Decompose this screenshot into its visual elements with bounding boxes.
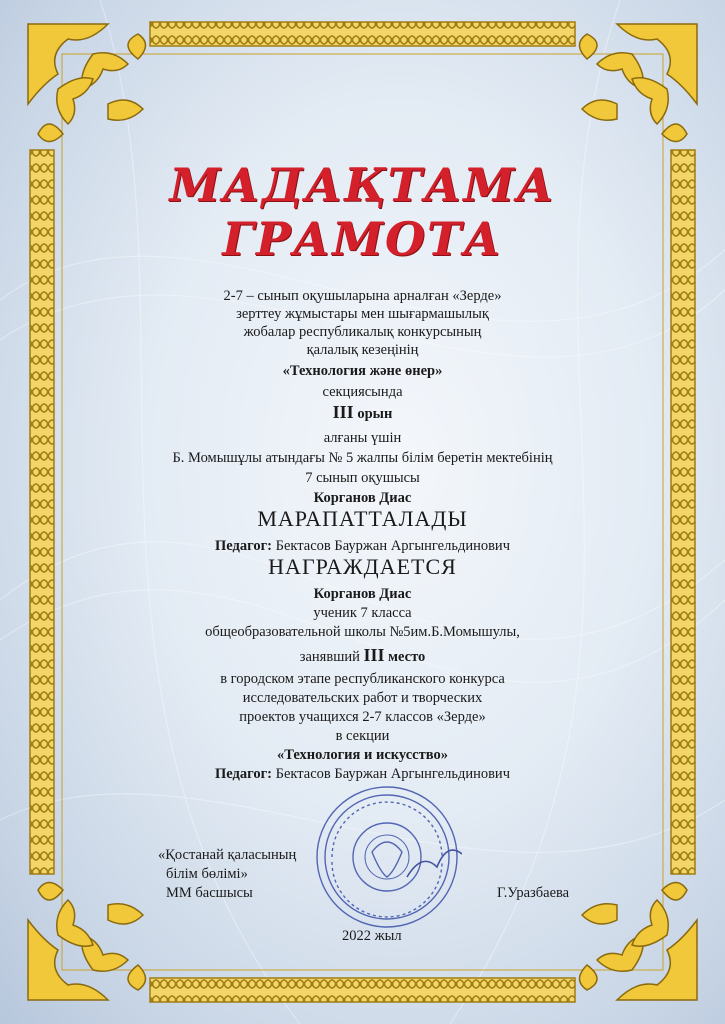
kz-teacher-label: Педагог: bbox=[215, 538, 273, 554]
title-line2: ГРАМОТА bbox=[222, 212, 503, 266]
year: 2022 жыл bbox=[342, 928, 402, 944]
ru-line-4: в городском этапе республиканского конкурса bbox=[220, 671, 505, 687]
ru-place-roman: III bbox=[363, 645, 385, 665]
kz-awarded: МАРАПАТТАЛАДЫ bbox=[257, 506, 468, 531]
title-line1: МАДАҚТАМА bbox=[169, 158, 556, 212]
corner-ornament-icon bbox=[557, 14, 707, 164]
ru-line-5: исследовательских работ и творческих bbox=[242, 690, 483, 706]
ru-teacher-name: Бектасов Бауржан Аргынгельдинович bbox=[275, 766, 510, 782]
ru-line-2: общеобразовательной школы №5им.Б.Момышулы, bbox=[205, 624, 520, 640]
corner-ornament-icon bbox=[18, 14, 168, 164]
corner-ornament-icon bbox=[18, 860, 168, 1010]
kz-line-4: қалалық кезеңінің bbox=[306, 342, 419, 358]
kz-place-word: орын bbox=[357, 406, 393, 422]
ru-line-1: ученик 7 класса bbox=[313, 605, 412, 621]
kz-place bbox=[0, 404, 725, 423]
ru-teacher-label: Педагог: bbox=[215, 766, 273, 782]
kz-line-7: Б. Момышұлы атындағы № 5 жалпы білім беретін мектебінің bbox=[172, 450, 553, 466]
kz-line-3: жобалар республикалық конкурсының bbox=[243, 324, 482, 340]
corner-ornament-icon bbox=[557, 860, 707, 1010]
ru-line-7: в секции bbox=[335, 728, 390, 744]
org-line-2: білім бөлімі» bbox=[166, 866, 248, 882]
kz-line-1: 2-7 – сынып оқушыларына арналған «Зерде» bbox=[223, 288, 502, 304]
kz-teacher-name: Бектасов Бауржан Аргынгельдинович bbox=[275, 538, 510, 554]
official-seal-icon bbox=[312, 782, 462, 932]
kz-line-8: 7 сынып оқушысы bbox=[305, 470, 420, 486]
org-line-1: «Қостанай қаласының bbox=[158, 847, 297, 863]
kz-place-roman: III bbox=[332, 402, 354, 422]
kz-line-2: зерттеу жұмыстары мен шығармашылық bbox=[236, 306, 489, 322]
org-line-3: ММ басшысы bbox=[166, 885, 253, 901]
ru-place-word: место bbox=[388, 649, 426, 665]
ru-student: Корганов Диас bbox=[313, 586, 412, 602]
kz-line-5: секциясында bbox=[322, 384, 403, 400]
kz-teacher bbox=[0, 538, 725, 555]
kz-section: «Технология және өнер» bbox=[282, 363, 443, 379]
ru-awarded: НАГРАЖДАЕТСЯ bbox=[268, 554, 457, 579]
signer-name: Г.Уразбаева bbox=[497, 885, 570, 901]
ru-teacher bbox=[0, 766, 725, 783]
ru-line-3a: занявший bbox=[299, 649, 360, 665]
ru-section: «Технология и искусство» bbox=[277, 747, 448, 763]
kz-student: Корганов Диас bbox=[313, 490, 412, 506]
kz-line-6: алғаны үшін bbox=[323, 430, 402, 446]
ru-place-line bbox=[0, 647, 725, 666]
ru-line-6: проектов учащихся 2-7 классов «Зерде» bbox=[239, 709, 486, 725]
